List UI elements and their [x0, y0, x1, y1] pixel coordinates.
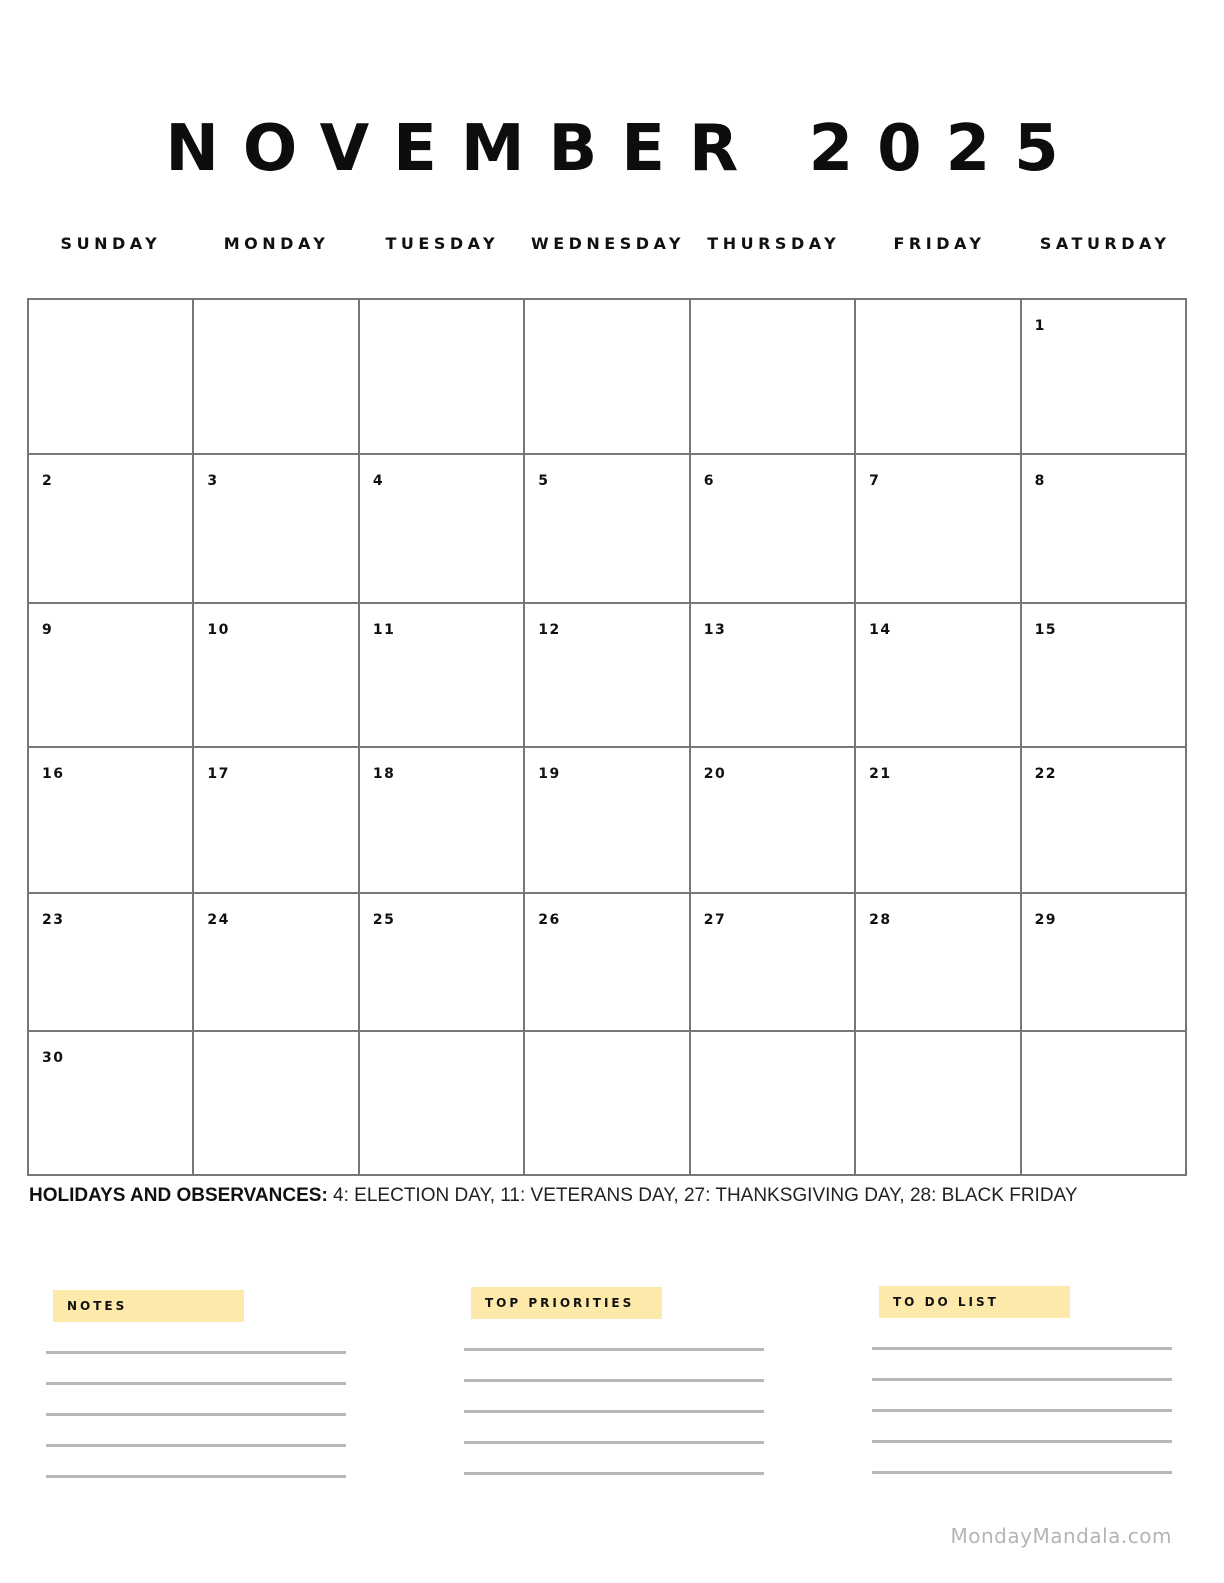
calendar-day-cell — [856, 748, 1021, 894]
calendar-day-cell — [194, 1032, 359, 1176]
weekday-tuesday: TUESDAY — [385, 234, 500, 253]
calendar-day-cell — [691, 1032, 856, 1176]
calendar-day-cell — [29, 300, 194, 455]
priorities-line — [464, 1441, 764, 1444]
priorities-line — [464, 1348, 764, 1351]
day-number: 14 — [869, 622, 892, 638]
day-number: 28 — [869, 912, 892, 928]
weekday-header-row — [28, 234, 1188, 253]
notes-line — [46, 1475, 346, 1478]
calendar-day-cell — [525, 455, 690, 604]
priorities-line — [464, 1379, 764, 1382]
calendar-day-cell — [856, 894, 1021, 1032]
holidays-list: 4: ELECTION DAY, 11: VETERANS DAY, 27: THANKSGIVING DAY, 28: BLACK FRIDAY — [327, 1185, 1078, 1206]
calendar-day-cell — [856, 455, 1021, 604]
day-number: 5 — [538, 473, 550, 489]
weekday-wednesday: WEDNESDAY — [531, 234, 685, 253]
weekday-monday: MONDAY — [223, 234, 330, 253]
day-number: 13 — [703, 622, 727, 638]
holidays-and-observances — [29, 1185, 1199, 1207]
calendar-day-cell — [194, 455, 359, 604]
day-number: 20 — [703, 766, 727, 782]
calendar-day-cell — [525, 1032, 690, 1176]
todo-line — [872, 1471, 1172, 1474]
todo-list-section — [872, 1286, 1172, 1486]
weekday-saturday: SATURDAY — [1039, 234, 1171, 253]
notes-line — [46, 1444, 346, 1447]
calendar-day-cell — [1022, 1032, 1187, 1176]
calendar-day-cell — [525, 894, 690, 1032]
calendar-day-cell — [856, 1032, 1021, 1176]
calendar-day-cell — [1022, 894, 1187, 1032]
calendar-day-cell — [29, 748, 194, 894]
day-number: 4 — [372, 473, 385, 489]
day-number: 23 — [42, 912, 65, 928]
day-number: 8 — [1034, 473, 1046, 489]
calendar-day-cell — [29, 604, 194, 748]
holidays-label: HOLIDAYS AND OBSERVANCES: — [29, 1185, 328, 1206]
day-number: 16 — [42, 766, 65, 782]
calendar-day-cell — [691, 748, 856, 894]
calendar-day-cell — [691, 604, 856, 748]
top-priorities-section — [464, 1287, 764, 1487]
calendar-day-cell — [1022, 455, 1187, 604]
day-number: 26 — [538, 912, 561, 928]
calendar-day-cell — [29, 1032, 194, 1176]
day-number: 27 — [703, 912, 727, 928]
todo-line — [872, 1378, 1172, 1381]
calendar-day-cell — [691, 894, 856, 1032]
calendar-day-cell — [360, 748, 525, 894]
day-number: 12 — [538, 622, 561, 638]
top-priorities-tag: TOP PRIORITIES — [471, 1287, 662, 1319]
day-number: 9 — [42, 622, 54, 638]
calendar-day-cell — [1022, 748, 1187, 894]
notes-tag: NOTES — [53, 1290, 244, 1322]
calendar-day-cell — [360, 455, 525, 604]
calendar-day-cell — [691, 300, 856, 455]
calendar-day-cell — [29, 455, 194, 604]
day-number: 19 — [538, 766, 561, 782]
calendar-grid — [27, 298, 1187, 1176]
calendar-day-cell — [360, 604, 525, 748]
day-number: 7 — [869, 473, 881, 489]
weekday-thursday: THURSDAY — [707, 234, 841, 253]
footer-watermark: MondayMandala.com — [950, 1524, 1172, 1548]
calendar-day-cell — [194, 748, 359, 894]
day-number: 24 — [207, 912, 230, 928]
todo-line — [872, 1347, 1172, 1350]
day-number: 6 — [703, 473, 715, 489]
day-number: 10 — [207, 622, 230, 638]
day-number: 17 — [207, 766, 230, 782]
calendar-day-cell — [29, 894, 194, 1032]
todo-line — [872, 1409, 1172, 1412]
todo-line — [872, 1440, 1172, 1443]
calendar-day-cell — [525, 300, 690, 455]
day-number: 3 — [207, 473, 219, 489]
priorities-line — [464, 1472, 764, 1475]
day-number: 15 — [1034, 622, 1058, 638]
day-number: 1 — [1034, 318, 1046, 334]
notes-line — [46, 1351, 346, 1354]
calendar-title: NOVEMBER 2025 — [165, 112, 1083, 186]
calendar-day-cell — [856, 300, 1021, 455]
calendar-day-cell — [525, 604, 690, 748]
calendar-day-cell — [360, 300, 525, 455]
weekday-friday: FRIDAY — [893, 234, 986, 253]
calendar-day-cell — [194, 894, 359, 1032]
calendar-day-cell — [525, 748, 690, 894]
day-number: 29 — [1034, 912, 1058, 928]
calendar-day-cell — [1022, 604, 1187, 748]
calendar-day-cell — [360, 1032, 525, 1176]
day-number: 21 — [869, 766, 892, 782]
notes-line — [46, 1382, 346, 1385]
notes-line — [46, 1413, 346, 1416]
day-number: 25 — [372, 912, 396, 928]
day-number: 11 — [372, 622, 396, 638]
todo-list-tag: TO DO LIST — [879, 1286, 1070, 1318]
calendar-day-cell — [1022, 300, 1187, 455]
day-number: 22 — [1034, 766, 1058, 782]
day-number: 30 — [42, 1050, 65, 1066]
day-number: 18 — [372, 766, 396, 782]
weekday-sunday: SUNDAY — [60, 234, 162, 253]
calendar-day-cell — [194, 604, 359, 748]
calendar-day-cell — [691, 455, 856, 604]
calendar-day-cell — [856, 604, 1021, 748]
notes-section — [46, 1290, 346, 1490]
priorities-line — [464, 1410, 764, 1413]
calendar-day-cell — [360, 894, 525, 1032]
calendar-day-cell — [194, 300, 359, 455]
day-number: 2 — [42, 473, 54, 489]
